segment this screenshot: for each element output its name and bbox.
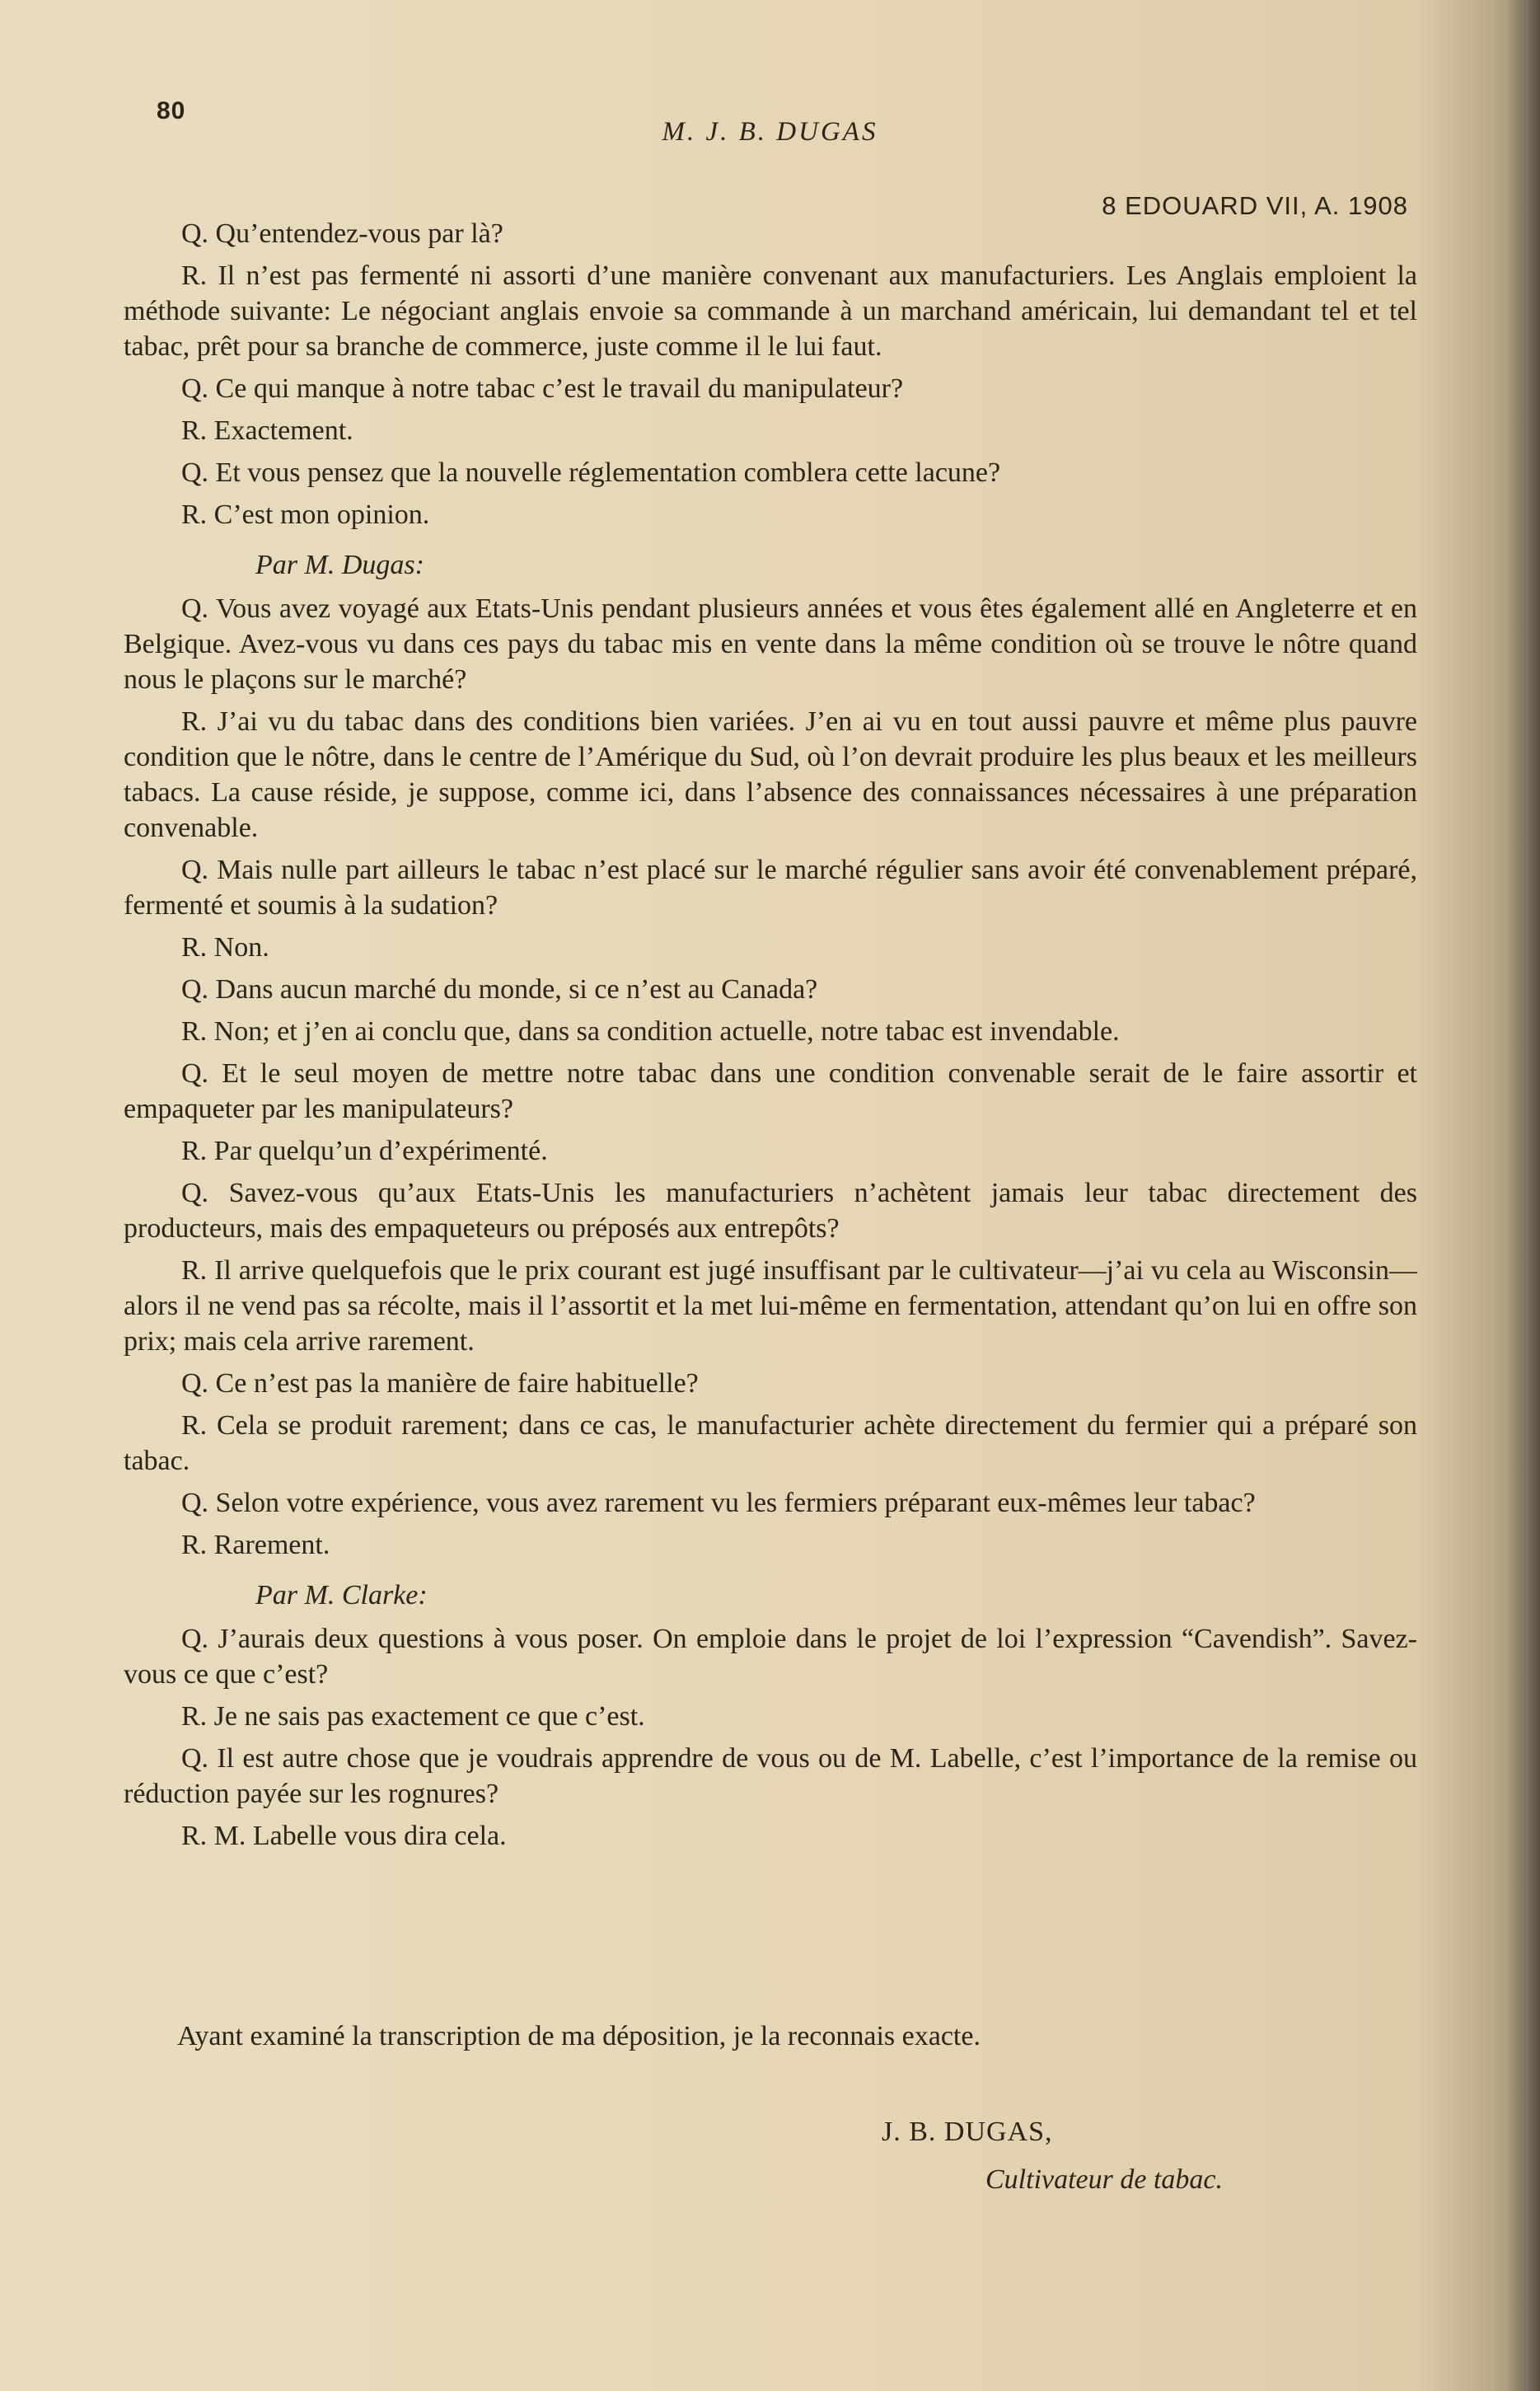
session-label: 8 EDOUARD VII, A. 1908 — [1102, 191, 1408, 220]
testimony-paragraph: R. Non; et j’en ai conclu que, dans sa condition actuelle, notre tabac est invendable. — [181, 1016, 1120, 1047]
signature-title: Cultivateur de tabac. — [985, 2164, 1224, 2195]
testimony-paragraph: Q. Savez-vous qu’aux Etats-Unis les manufacturiers n’achètent jamais leur tabac directement des producteurs, mais des empaqueteurs ou préposés aux entrepôts? — [124, 1178, 1417, 1244]
testimony-paragraph: Q. Et le seul moyen de mettre notre tabac dans une condition convenable serait de le faire assortir et empaqueter par les manipulateurs? — [124, 1058, 1417, 1124]
testimony-paragraph: R. Je ne sais pas exactement ce que c’est. — [181, 1701, 645, 1732]
testimony-paragraph: R. Il arrive quelquefois que le prix courant est jugé insuffisant par le cultivateur—j’ai vu cela au Wisconsin—alors il ne vend pas sa récolte, mais il l’assortit et la met lui-même en fermentation, attendant qu’on lui en offre son prix; mais cela arrive rarement. — [124, 1255, 1417, 1357]
testimony-paragraph: R. C’est mon opinion. — [181, 499, 430, 530]
page-edge-shadow — [1507, 0, 1540, 2391]
testimony-paragraph: R. Par quelqu’un d’expérimenté. — [181, 1136, 548, 1166]
testimony-paragraph: R. Non. — [181, 932, 269, 963]
testimony-paragraph: Q. J’aurais deux questions à vous poser. On emploie dans le projet de loi l’expression “Cavendish”. Savez-vous ce que c’est? — [124, 1624, 1417, 1690]
testimony-paragraph: Q. Vous avez voyagé aux Etats-Unis pendant plusieurs années et vous êtes également allé en Angleterre et en Belgique. Avez-vous vu dans ces pays du tabac mis en vente dans la même condition où se trouve le nôtre quand nous le plaçons sur le marché? — [124, 593, 1417, 695]
signature-name: J. B. DUGAS, — [882, 2117, 1053, 2147]
page-number: 80 — [157, 97, 186, 124]
testimony-paragraph: Q. Mais nulle part ailleurs le tabac n’est placé sur le marché régulier sans avoir été convenablement préparé, fermenté et soumis à la sudation? — [124, 855, 1417, 921]
testimony-paragraph: Q. Dans aucun marché du monde, si ce n’est au Canada? — [181, 974, 818, 1005]
testimony-paragraph: Q. Il est autre chose que je voudrais apprendre de vous ou de M. Labelle, c’est l’importance de la remise ou réduction payée sur les rognures? — [124, 1743, 1417, 1809]
section-heading: Par M. Dugas: — [255, 550, 424, 580]
testimony-paragraph: Q. Et vous pensez que la nouvelle réglementation comblera cette lacune? — [181, 457, 1001, 488]
testimony-paragraph: Q. Ce qui manque à notre tabac c’est le travail du manipulateur? — [181, 373, 904, 404]
testimony-paragraph: Q. Selon votre expérience, vous avez rarement vu les fermiers préparant eux-mêmes leur tabac? — [181, 1488, 1256, 1518]
section-heading: Par M. Clarke: — [255, 1580, 428, 1610]
testimony-paragraph: R. Il n’est pas fermenté ni assorti d’une manière convenant aux manufacturiers. Les Anglais emploient la méthode suivante: Le négociant anglais envoie sa commande à un marchand américain, lui demandant tel et tel tabac, prêt pour sa branche de commerce, juste comme il le lui faut. — [124, 260, 1417, 362]
running-title: M. J. B. DUGAS — [662, 117, 878, 147]
testimony-paragraph: Q. Qu’entendez-vous par là? — [181, 218, 503, 249]
testimony-paragraph: R. Exactement. — [181, 415, 353, 446]
testimony-body — [124, 216, 1417, 1860]
closing-statement: Ayant examiné la transcription de ma déposition, je la reconnais exacte. — [177, 2021, 981, 2051]
testimony-paragraph: R. Rarement. — [181, 1530, 330, 1560]
testimony-paragraph: R. M. Labelle vous dira cela. — [181, 1821, 507, 1851]
testimony-paragraph: R. Cela se produit rarement; dans ce cas, le manufacturier achète directement du fermier qui a préparé son tabac. — [124, 1410, 1417, 1476]
testimony-paragraph: Q. Ce n’est pas la manière de faire habituelle? — [181, 1368, 699, 1399]
testimony-paragraph: R. J’ai vu du tabac dans des conditions bien variées. J’en ai vu en tout aussi pauvre et même plus pauvre condition que le nôtre, dans le centre de l’Amérique du Sud, où l’on devrait produire les plus beaux et les meilleurs tabacs. La cause réside, je suppose, comme ici, dans l’absence des connaissances nécessaires à une préparation convenable. — [124, 706, 1417, 843]
